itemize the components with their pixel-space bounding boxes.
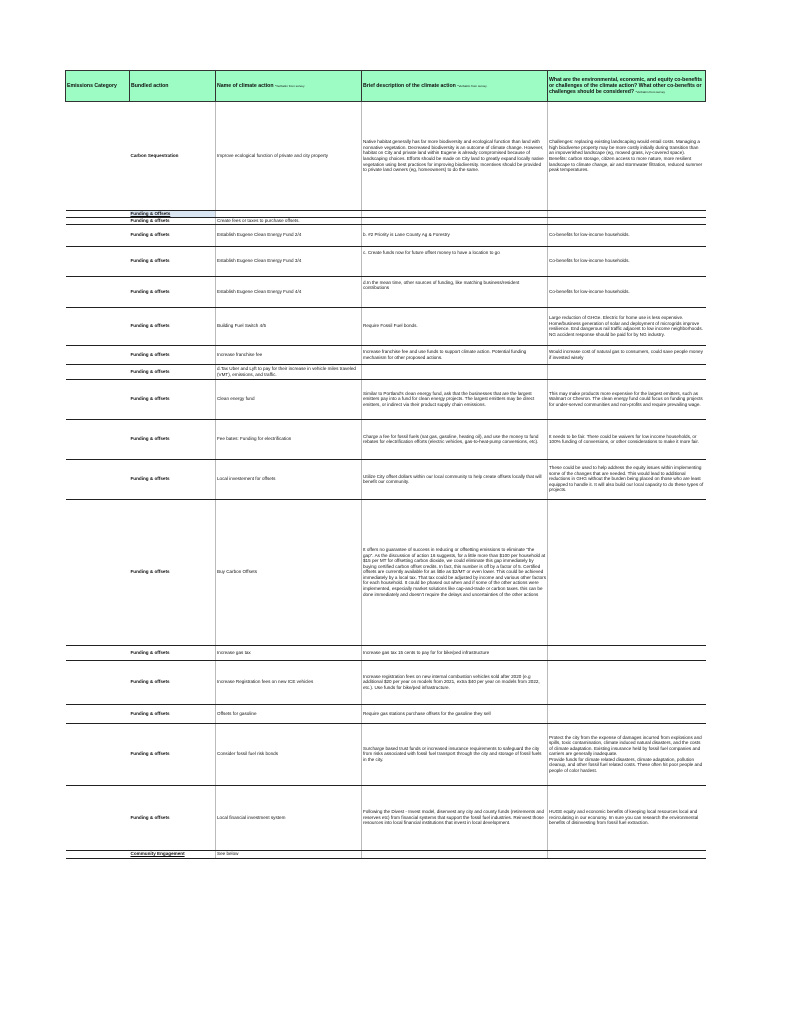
considerations-cell: Would increase cost of natural gas to consumers, could save people money if invested wisely bbox=[548, 345, 706, 364]
emissions-cell bbox=[66, 499, 130, 645]
header-description: Brief description of the climate action *Verbatim from survey bbox=[362, 71, 548, 102]
bundled-cell: Funding & offsets bbox=[130, 785, 216, 850]
emissions-cell bbox=[66, 246, 130, 276]
header-considerations: What are the environmental, economic, and equity co-benefits or challenges of the climate action? What other co-benefits or challenges should be considered? *Verbatim from survey bbox=[548, 71, 706, 102]
considerations-cell bbox=[548, 211, 706, 218]
description-cell: Require Fossil Fuel bonds. bbox=[362, 307, 548, 345]
bundled-cell: Funding & offsets bbox=[130, 224, 216, 246]
emissions-cell bbox=[66, 379, 130, 419]
table-row bbox=[66, 217, 706, 224]
considerations-cell: Protect the city from the expense of damages incurred from explosions and spills, toxic contamination, climate induced natural disasters, and the costs of climate adaptation. Existing insurance held by fossil fuel companies and carriers are generally inadequate. Provide funds for climate related disasters, climate adaptation, pollution cleanup, and other fossil fuel related costs. These often hit poor people and people of color hardest. bbox=[548, 723, 706, 785]
table-row bbox=[66, 307, 706, 345]
bundled-cell: Funding & offsets bbox=[130, 307, 216, 345]
considerations-cell: HUGE equity and economic benefits of keeping local resources local and recirculating in our economy. Im sure you can research the environmental benefits of disinvesting from fossil fuel extraction. bbox=[548, 785, 706, 850]
description-cell: Increase franchise fee and use funds to support climate action. Potential funding mechanism for other proposed actions. bbox=[362, 345, 548, 364]
header-considerations-note: *Verbatim from survey bbox=[635, 90, 666, 95]
name-cell: See below bbox=[216, 850, 362, 858]
bundled-cell: Funding & offsets bbox=[130, 379, 216, 419]
header-emissions-category: Emissions Category bbox=[66, 71, 130, 102]
considerations-cell bbox=[548, 364, 706, 379]
considerations-cell bbox=[548, 704, 706, 723]
considerations-cell bbox=[548, 645, 706, 660]
header-name: Name of climate action *Verbatim from survey bbox=[216, 71, 362, 102]
description-cell bbox=[362, 217, 548, 224]
description-cell: Increase gas tax 15 cents to pay for for bike/ped infrastructure bbox=[362, 645, 548, 660]
considerations-cell: Co-benefits for low-income households. bbox=[548, 224, 706, 246]
description-cell: Increase registration fees on new internal combustion vehicles sold after 2020 (e.g additional $20 per year on models from 2021, extra $40 per year on models from 2022, etc.). Use funds for bike/ped infrastructure. bbox=[362, 660, 548, 704]
bundled-cell: Funding & offsets bbox=[130, 704, 216, 723]
considerations-cell bbox=[548, 850, 706, 858]
header-description-note: *Verbatim from survey bbox=[457, 83, 487, 88]
emissions-cell bbox=[66, 785, 130, 850]
considerations-cell: It needs to be fair. There could be waivers for low income households, or 100% funding of conversions, or other considerations to make it more fair. bbox=[548, 419, 706, 459]
considerations-cell bbox=[548, 660, 706, 704]
description-cell: c. Create funds now for future offset money to have a location to go bbox=[362, 246, 548, 276]
header-name-note: *Verbatim from survey bbox=[274, 83, 305, 88]
table-row bbox=[66, 645, 706, 660]
considerations-cell: This may make products more expensive for the largest emitters, such as Walmart or Chevron. The clean energy fund could focus on funding projects for under-served communities and non-profits and require prevailing wage. bbox=[548, 379, 706, 419]
bundled-cell: Funding & offsets bbox=[130, 645, 216, 660]
name-cell: Building Fuel Switch 4/5 bbox=[216, 307, 362, 345]
table-row bbox=[66, 419, 706, 459]
bundled-cell: Community Engagement bbox=[130, 850, 216, 858]
table-row bbox=[66, 364, 706, 379]
name-cell: Improve ecological function of private and city property bbox=[216, 102, 362, 211]
emissions-cell bbox=[66, 364, 130, 379]
emissions-cell bbox=[66, 850, 130, 858]
description-cell: Surcharge based trust funds or increased insurance requirements to safeguard the city from risks associated with fossil fuel transport through the city and storage of fossil fuels in the city. bbox=[362, 723, 548, 785]
table-row bbox=[66, 224, 706, 246]
emissions-cell bbox=[66, 102, 130, 211]
name-cell: Clean energy fund bbox=[216, 379, 362, 419]
emissions-cell bbox=[66, 217, 130, 224]
description-cell: Native habitat generally has far more biodiversity and ecological function than land with nonnative vegetation. Decreased biodiversity is an outcome of climate change. However, habitat on City and private land within Eugene is already compromised because of landscaping choices. Efforts should be made on City land to greatly expand locally native vegetation using best practices for improving biodiversity. Incentives should be provided to private land owners (eg, homeowners) to do the same. bbox=[362, 102, 548, 211]
emissions-cell bbox=[66, 660, 130, 704]
description-cell: d.In the mean time, other sources of funding, like matching business/resident contributions bbox=[362, 276, 548, 307]
table-row bbox=[66, 102, 706, 211]
description-cell: It offers no guarantee of success in reducing or offsetting emissions to eliminate "the gap". As the discussion of action 16 suggests, for a little more than $100 per household at $15 per MT for offsetting carbon dioxide, we could eliminate this gap immediately by buying certified carbon offset credits. In fact, this number is off by a factor of 5. Certified offsets are currently available for as little as $2/MT or even lower. This could be achieved immediately by a local tax. That tax could be adjusted by income and various other factors for each household. It could be phased out when and if some of the other actions were implemented, especially market solutions like cap-and-trade or carbon taxes. this can be done immediately and doesn't require the delays and uncertainties of the other actions bbox=[362, 499, 548, 645]
emissions-cell bbox=[66, 459, 130, 499]
description-cell bbox=[362, 364, 548, 379]
name-cell: Establish Eugene Clean Energy Fund 3/4 bbox=[216, 246, 362, 276]
table-row bbox=[66, 379, 706, 419]
bundled-cell: Funding & offsets bbox=[130, 723, 216, 785]
description-cell: Require gas stations purchase offsets for the gasoline they sell bbox=[362, 704, 548, 723]
emissions-cell bbox=[66, 307, 130, 345]
table-row bbox=[66, 276, 706, 307]
name-cell: Create fees or taxes to purchase offsets. bbox=[216, 217, 362, 224]
bundled-cell: Funding & offsets bbox=[130, 345, 216, 364]
header-bundled-action: Bundled action bbox=[130, 71, 216, 102]
emissions-cell bbox=[66, 419, 130, 459]
considerations-cell bbox=[548, 499, 706, 645]
emissions-cell bbox=[66, 723, 130, 785]
bundled-cell: Funding & offsets bbox=[130, 660, 216, 704]
name-cell: Buy Carbon Offsets bbox=[216, 499, 362, 645]
table-row bbox=[66, 246, 706, 276]
bundled-cell: Funding & offsets bbox=[130, 217, 216, 224]
table-row bbox=[66, 459, 706, 499]
considerations-cell: Co-benefits for low-income households. bbox=[548, 276, 706, 307]
name-cell bbox=[216, 211, 362, 218]
climate-actions-table bbox=[65, 70, 706, 859]
name-cell: Fee bates: Funding for electrification bbox=[216, 419, 362, 459]
description-cell: b. #2 Priority is Lane County Ag & Forestry bbox=[362, 224, 548, 246]
name-cell: Consider fossil fuel risk bonds bbox=[216, 723, 362, 785]
description-cell bbox=[362, 850, 548, 858]
name-cell: Offsets for gasoline bbox=[216, 704, 362, 723]
name-cell: Establish Eugene Clean Energy Fund 4/4 bbox=[216, 276, 362, 307]
description-cell bbox=[362, 211, 548, 218]
name-cell: Local investement for offsets bbox=[216, 459, 362, 499]
description-cell: Charge a fee for fossil fuels (nat gas, gasoline, heating oil), and use the money to fund rebates for electrification efforts (electric vehicles, gas-to-heat-pump conversions, etc). bbox=[362, 419, 548, 459]
name-cell: Increase franchise fee bbox=[216, 345, 362, 364]
header-row bbox=[66, 71, 706, 102]
bundled-cell: Funding & offsets bbox=[130, 246, 216, 276]
emissions-cell bbox=[66, 276, 130, 307]
table-row bbox=[66, 785, 706, 850]
emissions-cell bbox=[66, 224, 130, 246]
bundled-cell: Funding & offsets bbox=[130, 459, 216, 499]
considerations-cell: These could be used to help address the equity issues within implementing some of the changes that are needed. This would lead to additional reductions in GHG without the burden being placed on those who are least equipped to handle it. It will also build our local capacity to do these types of projects. bbox=[548, 459, 706, 499]
name-cell: Establish Eugene Clean Energy Fund 2/4 bbox=[216, 224, 362, 246]
considerations-cell bbox=[548, 217, 706, 224]
emissions-cell bbox=[66, 704, 130, 723]
name-cell: Increase Registration fees on new ICE vehicles bbox=[216, 660, 362, 704]
table-row bbox=[66, 704, 706, 723]
name-cell: d.Tax Uber and Lyft to pay for their increase in vehicle miles traveled (VMT), emissions, and traffic. bbox=[216, 364, 362, 379]
considerations-cell: Challenges: replacing existing landscaping would entail costs. Managing a high biodiverse property may be more costly initially during transition than an impoverished landscape (eg, mowed grass, ivy-covered space). Benefits: carbon storage, citizen access to more nature, more resilient landscape to climate change, air and stormwater filtration, reduced summer peak temperatures. bbox=[548, 102, 706, 211]
description-cell: Utilize City offset dollars within our local community to help create offsets locally that will benefit our community. bbox=[362, 459, 548, 499]
bundled-cell: Funding & offsets bbox=[130, 499, 216, 645]
table-row bbox=[66, 345, 706, 364]
table-row bbox=[66, 660, 706, 704]
bundled-cell: Funding & Offsets bbox=[130, 211, 216, 218]
table-row bbox=[66, 723, 706, 785]
name-cell: Local financial investment system bbox=[216, 785, 362, 850]
table-row bbox=[66, 211, 706, 218]
description-cell: Following the Divest - Invest model, disenvest any city and county funds (retirements and reserves etc) from financial systems that support the fossil fuel industries. Reinvest those resources into local financial institutions that invest in local development. bbox=[362, 785, 548, 850]
considerations-cell: Large reduction of GHGe. Electric for home use is less expensive. Home/business generation of solar and deployment of microgrids improve resilience. End dangerous rail traffic adjacent to low income neighborhoods. NG accident response should be paid for by NG industry. bbox=[548, 307, 706, 345]
bundled-cell: Funding & offsets bbox=[130, 276, 216, 307]
name-cell: Increase gas tax bbox=[216, 645, 362, 660]
table-row bbox=[66, 499, 706, 645]
emissions-cell bbox=[66, 211, 130, 218]
bundled-cell: Carbon Sequestration bbox=[130, 102, 216, 211]
considerations-cell: Co-benefits for low-income households. bbox=[548, 246, 706, 276]
emissions-cell bbox=[66, 645, 130, 660]
emissions-cell bbox=[66, 345, 130, 364]
bundled-cell: Funding & offsets bbox=[130, 419, 216, 459]
table-row bbox=[66, 850, 706, 858]
bundled-cell: Funding & offsets bbox=[130, 364, 216, 379]
description-cell: Similar to Portland's clean energy fund, ask that the businesses that are the largest emitters pay into a fund for clean energy projects. The largest emitters may be direct emitters, or indirect via their product supply chain emissions. bbox=[362, 379, 548, 419]
